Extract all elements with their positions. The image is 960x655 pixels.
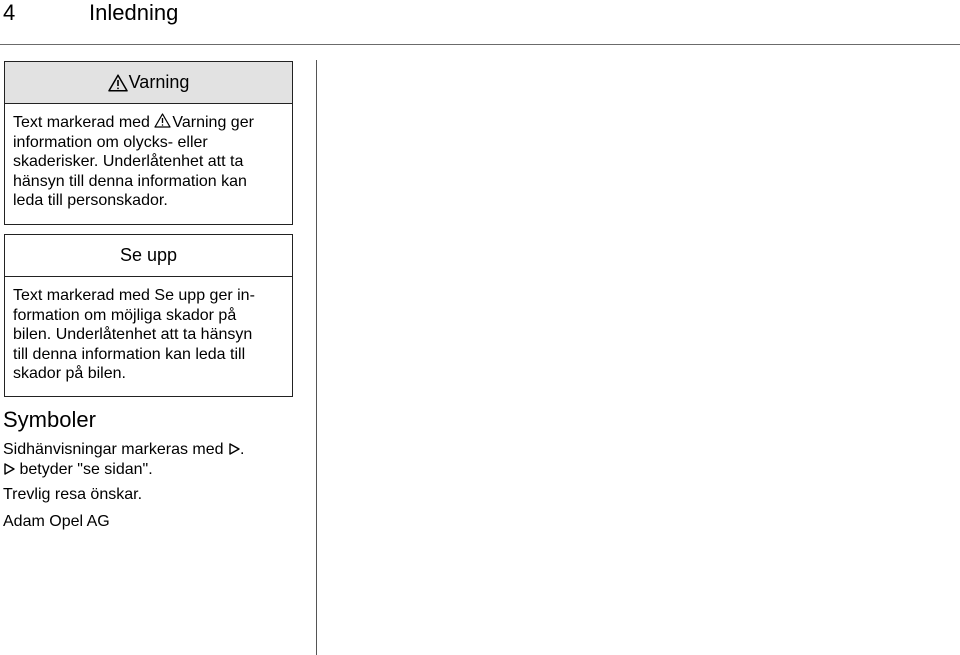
warning-body-line: ger xyxy=(226,114,254,131)
warning-triangle-icon xyxy=(154,113,171,128)
warning-body-line: hänsyn till denna information kan xyxy=(13,172,247,190)
warning-body-prefix: Text markerad med xyxy=(13,114,155,131)
warning-box-body xyxy=(5,104,292,211)
page-reference-arrow-icon xyxy=(3,463,15,475)
caution-body-line: skador på bilen. xyxy=(13,365,126,382)
caution-box xyxy=(4,234,293,397)
caution-body-line: bilen. Underlåtenhet att ta hänsyn xyxy=(13,326,253,343)
symbols-line-1: Sidhänvisningar markeras med xyxy=(3,441,224,458)
closing-company: Adam Opel AG xyxy=(3,513,110,530)
caution-body-term: Se upp xyxy=(154,287,206,304)
caution-box-header xyxy=(5,235,292,277)
caution-box-body xyxy=(5,277,292,384)
warning-box-header xyxy=(5,62,292,104)
caution-box-heading: Se upp xyxy=(119,245,178,265)
page-title: Inledning xyxy=(89,0,179,25)
warning-body-line: skaderisker. Underlåtenhet att ta xyxy=(13,153,244,170)
column-divider xyxy=(316,60,317,655)
warning-body-term: Varning xyxy=(172,114,227,131)
warning-box-heading: Varning xyxy=(128,72,190,92)
warning-box xyxy=(4,61,293,225)
page-number: 4 xyxy=(3,0,16,25)
symbols-heading: Symboler xyxy=(3,407,96,432)
caution-body-line: till denna information kan leda till xyxy=(13,345,246,363)
closing-greeting: Trevlig resa önskar. xyxy=(3,486,143,503)
warning-body-line: leda till personskador. xyxy=(13,192,168,209)
caution-body-line: ger in- xyxy=(205,287,255,304)
warning-body-line: information om olycks- eller xyxy=(13,133,208,151)
warning-triangle-icon xyxy=(108,74,128,92)
caution-body-prefix: Text markerad med xyxy=(13,287,155,304)
symbols-line-1-end: . xyxy=(240,441,245,458)
page-reference-arrow-icon xyxy=(228,443,240,455)
header-rule xyxy=(0,44,960,45)
caution-body-line: formation om möjliga skador på xyxy=(13,306,237,324)
symbols-text xyxy=(3,440,244,479)
symbols-line-2: betyder "se sidan". xyxy=(15,460,153,478)
